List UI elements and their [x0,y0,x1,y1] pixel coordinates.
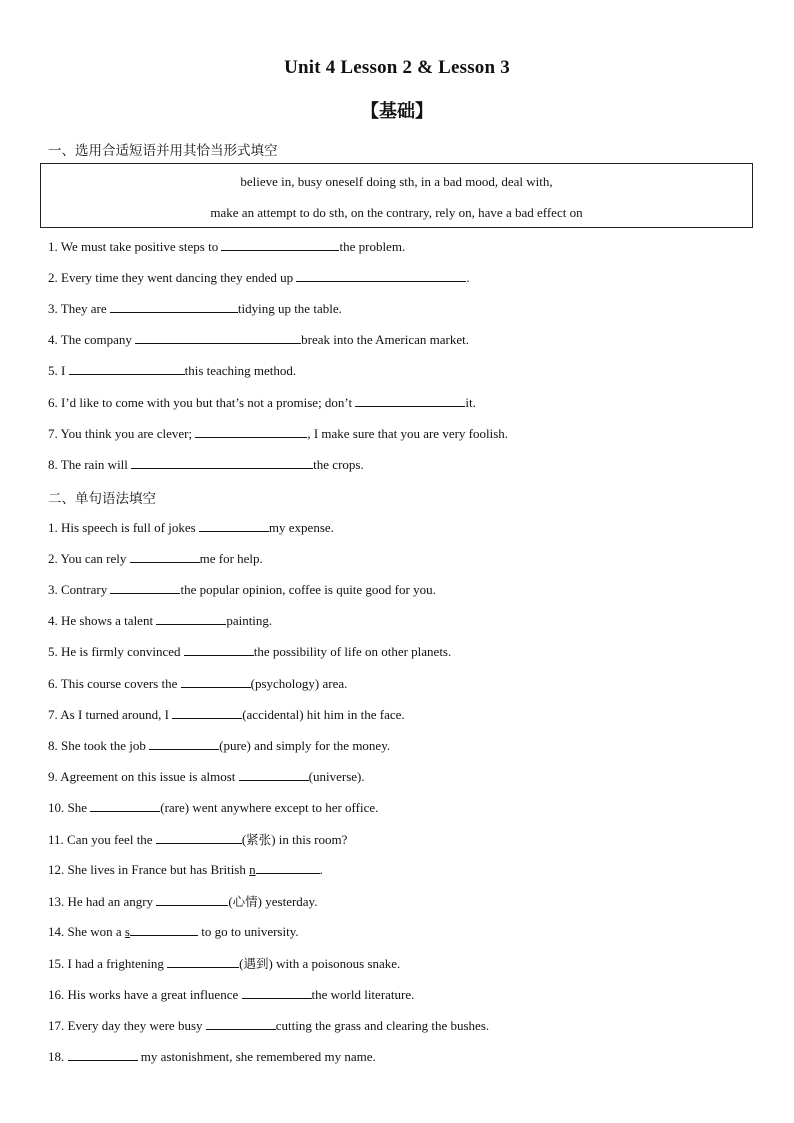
question-text: 18. [48,1048,68,1064]
question-item [48,581,436,598]
question-text: the possibility of life on other planets. [253,644,452,660]
question-text: the popular opinion, coffee is quite good for you. [180,582,436,598]
question-item [48,300,342,317]
question-text: to go to university. [197,924,299,940]
question-text: 8. She took the job [48,737,150,753]
question-text: 4. He shows a talent [48,613,157,629]
question-item [48,923,299,940]
section2-heading: 二、单句语法填空 [48,491,156,507]
question-text: (universe). [308,768,365,784]
question-text: (accidental) hit him in the face. [242,706,405,722]
answer-blank[interactable] [110,301,238,316]
section1-heading: 一、选用合适短语并用其恰当形式填空 [48,143,278,159]
question-text: (pure) and simply for the money. [219,737,391,753]
answer-blank[interactable] [125,924,198,939]
question-text: 7. As I turned around, I [48,706,173,722]
answer-blank[interactable] [206,1018,276,1033]
question-text: 15. I had a frightening [48,956,168,972]
answer-blank[interactable] [156,894,228,909]
question-item [48,675,347,692]
question-item [48,892,317,910]
question-text: 4. The company [48,332,136,348]
answer-blank[interactable] [184,644,254,659]
answer-blank[interactable] [167,956,239,971]
question-item [48,737,390,754]
question-item [48,1048,376,1065]
question-text: 12. She lives in France but has British [48,862,250,878]
question-item [48,706,405,723]
question-item [48,1017,489,1034]
question-text: 1. His speech is full of jokes [48,520,199,535]
answer-blank[interactable] [249,862,320,877]
answer-blank[interactable] [181,676,251,691]
answer-blank[interactable] [68,1049,138,1064]
answer-blank[interactable] [156,832,242,847]
answer-blank[interactable] [296,270,466,285]
question-text: (rare) went anywhere except to her office. [160,799,379,815]
answer-blank[interactable] [131,457,313,472]
answer-blank[interactable] [242,987,312,1002]
question-text: (紧张) in this room? [241,832,348,847]
question-item [48,986,414,1003]
question-item [48,861,323,878]
answer-blank[interactable] [110,582,180,597]
question-text: 3. Contrary [48,582,111,598]
question-text: break into the American market. [301,332,469,348]
phrase-box-line1: believe in, busy oneself doing sth, in a bad mood, deal with, [240,174,553,189]
answer-blank[interactable] [172,707,242,722]
question-text: tidying up the table. [237,301,342,317]
answer-blank[interactable] [90,800,160,815]
question-text: 2. Every time they went dancing they ended up [48,270,297,286]
answer-blank[interactable] [199,520,269,535]
question-text: 11. Can you feel the [48,832,156,847]
answer-blank[interactable] [130,551,200,566]
question-text: the crops. [313,456,364,472]
question-text: my astonishment, she remembered my name. [137,1048,376,1064]
hint-letter: n [249,862,256,878]
question-item [48,550,263,567]
question-text: 6. This course covers the [48,675,181,691]
question-text: (psychology) area. [250,675,348,691]
answer-blank[interactable] [239,769,309,784]
question-text: . [466,270,470,286]
question-text: (心情) yesterday. [228,894,318,910]
answer-blank[interactable] [69,363,185,378]
question-text: . [319,862,323,878]
question-item [48,331,469,348]
question-item [48,362,296,379]
answer-blank[interactable] [156,613,226,628]
question-text: 2. You can rely [48,551,130,567]
phrase-box [40,163,753,228]
question-text: this teaching method. [184,363,297,379]
question-text: 8. The rain will [48,456,132,472]
question-item [48,394,476,411]
question-item [48,238,405,255]
page-title: Unit 4 Lesson 2 & Lesson 3 [284,57,510,78]
question-text: 9. Agreement on this issue is almost [48,768,239,784]
question-text: 14. She won a [48,924,125,940]
question-text: 7. You think you are clever; [48,425,196,441]
question-text: (遇到) with a poisonous snake. [239,956,401,972]
question-text: 17. Every day they were busy [48,1017,206,1033]
question-text: 10. She [48,799,91,815]
question-item [48,643,451,660]
question-text: 5. I [48,363,69,379]
answer-blank[interactable] [355,395,465,410]
question-text: 3. They are [48,301,110,317]
question-item [48,799,378,816]
question-item [48,269,470,286]
question-text: 1. We must take positive steps to [48,239,222,254]
question-text: it. [465,394,476,410]
question-text: 6. I’d like to come with you but that’s not a promise; don’t [48,394,356,410]
answer-blank[interactable] [195,426,307,441]
question-item [48,954,400,972]
answer-blank[interactable] [221,239,339,254]
question-text: painting. [226,613,273,629]
question-item [48,519,334,536]
question-text: my expense. [268,520,334,535]
question-item [48,425,508,442]
question-text: 16. His works have a great influence [48,986,242,1002]
question-text: , I make sure that you are very foolish. [307,425,509,441]
question-text: the problem. [339,239,406,254]
phrase-box-line2: make an attempt to do sth, on the contrary, rely on, have a bad effect on [210,205,583,220]
question-item [48,456,364,473]
hint-letter: s [124,924,130,940]
answer-blank[interactable] [149,738,219,753]
answer-blank[interactable] [135,332,301,347]
question-text: me for help. [199,551,263,567]
question-item [48,768,365,785]
question-text: the world literature. [311,986,415,1002]
question-text: 5. He is firmly convinced [48,644,184,660]
question-text: cutting the grass and clearing the bushes. [275,1017,490,1033]
question-item [48,830,347,848]
page-subtitle: 【基础】 [361,101,433,122]
question-text: 13. He had an angry [48,894,157,910]
question-item [48,612,272,629]
